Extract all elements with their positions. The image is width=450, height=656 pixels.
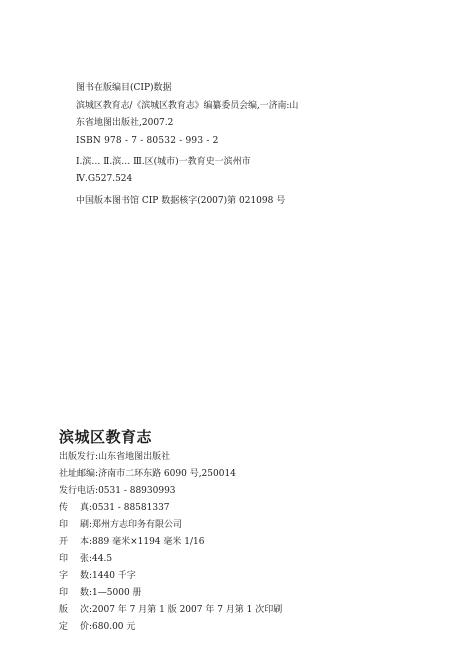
cip-bibliographic-line: 滨城区教育志/《滨城区教育志》编纂委员会编,一济南:山 <box>76 101 299 111</box>
imprint-separator: : <box>89 588 93 598</box>
imprint-separator: : <box>89 571 93 581</box>
cip-classification: Ⅳ.G527.524 <box>76 174 133 184</box>
imprint-value: 0531 - 88930993 <box>98 486 176 496</box>
imprint-label: 发行电话 <box>59 486 96 496</box>
imprint-separator: : <box>89 622 93 632</box>
imprint-row <box>59 588 142 599</box>
imprint-value: 680.00 元 <box>92 622 136 632</box>
imprint-row <box>59 520 182 531</box>
imprint-label: 定价 <box>59 622 89 632</box>
imprint-separator: : <box>95 486 99 496</box>
imprint-value: 山东省地图出版社 <box>98 452 171 462</box>
imprint-label: 版次 <box>59 605 89 615</box>
imprint-label: 印张 <box>59 554 89 564</box>
imprint-value: 44.5 <box>92 554 113 564</box>
imprint-row <box>59 486 176 497</box>
cip-heading: 图书在版编目(CIP)数据 <box>76 83 172 93</box>
imprint-separator: : <box>95 469 99 479</box>
imprint-row <box>59 605 282 616</box>
imprint-row <box>59 554 112 565</box>
imprint-row <box>59 503 170 514</box>
imprint-separator: : <box>89 605 93 615</box>
imprint-separator: : <box>89 554 93 564</box>
imprint-row <box>59 452 170 463</box>
imprint-row <box>59 571 136 582</box>
imprint-label: 传真 <box>59 503 89 513</box>
imprint-row <box>59 469 236 480</box>
cip-isbn: ISBN 978 - 7 - 80532 - 993 - 2 <box>76 136 219 146</box>
imprint-value: 889 毫米×1194 毫米 1/16 <box>92 537 205 547</box>
imprint-separator: : <box>89 520 93 530</box>
imprint-label: 社址邮编 <box>59 469 96 479</box>
imprint-value: 2007 年 7 月第 1 版 2007 年 7 月第 1 次印刷 <box>92 605 283 615</box>
cip-subject-terms: Ⅰ.滨… Ⅱ.滨… Ⅲ.区(城市)一教育史一滨州市 <box>76 157 251 167</box>
imprint-value: 1440 千字 <box>92 571 136 581</box>
imprint-value: 1—5000 册 <box>92 588 142 598</box>
imprint-row <box>59 622 135 633</box>
imprint-separator: : <box>89 537 93 547</box>
imprint-row <box>59 537 204 548</box>
imprint-label: 印数 <box>59 588 89 598</box>
cip-record-number: 中国版本图书馆 CIP 数据核字(2007)第 021098 号 <box>76 196 286 206</box>
imprint-value: 郑州方志印务有限公司 <box>92 520 183 530</box>
book-title: 滨城区教育志 <box>59 428 153 446</box>
imprint-label: 字数 <box>59 571 89 581</box>
imprint-value: 0531 - 88581337 <box>92 503 170 513</box>
imprint-separator: : <box>89 503 93 513</box>
imprint-separator: : <box>95 452 99 462</box>
imprint-value: 济南市二环东路 6090 号,250014 <box>98 469 236 479</box>
cip-publisher-line: 东省地图出版社,2007.2 <box>76 118 174 128</box>
imprint-label: 印刷 <box>59 520 89 530</box>
imprint-label: 出版发行 <box>59 452 96 462</box>
imprint-label: 开本 <box>59 537 89 547</box>
